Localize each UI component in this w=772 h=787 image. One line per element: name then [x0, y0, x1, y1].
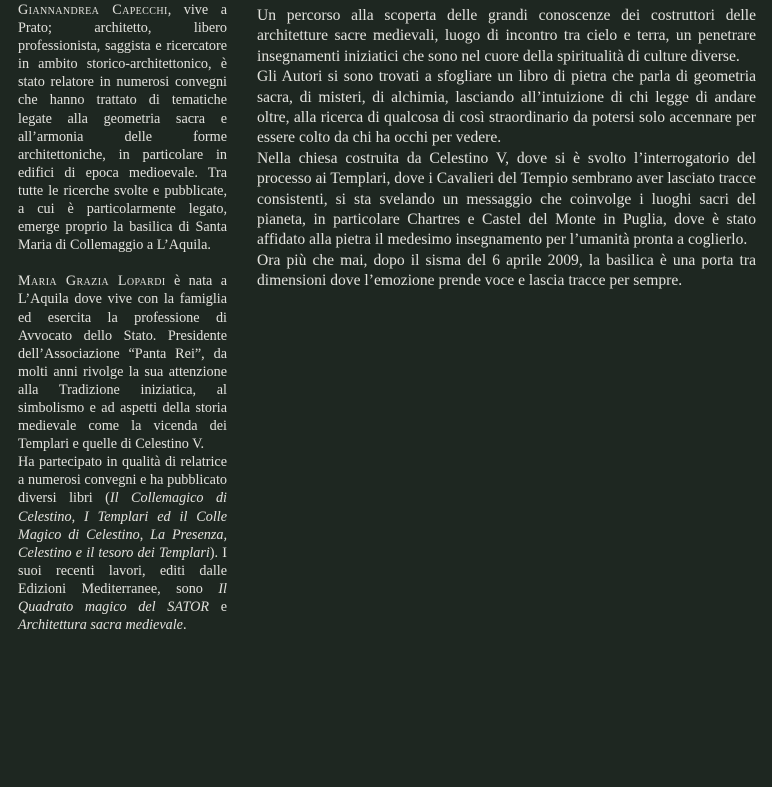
author-bio-lopardi: [18, 272, 227, 453]
works-intro-text: Ha partecipato in qualità di relatrice a numerosi convegni e ha pubblicato diversi libri (: [18, 454, 227, 507]
author-bios-column: [18, 1, 227, 634]
recent-works-text: ). I suoi recenti lavori, editi dalle Edizioni Mediterranee, sono: [18, 544, 227, 597]
author-works: [18, 453, 227, 634]
synopsis-paragraph: Ora più che mai, dopo il sisma del 6 aprile 2009, la basilica è una porta tra dimensioni dove l’emozione prende voce e lascia tracce per sempre.: [257, 251, 756, 290]
period: .: [182, 617, 187, 634]
author-bio-text: è nata a L’Aquila dove vive con la famiglia ed esercita la professione di Avvocato dello Stato. Presidente dell’Associazione “Panta Rei”, da molti anni rivolge la sua attenzione alla Tradizione iniziatica, al simbolismo e ad aspetti della storia medievale come la vicenda dei Templari e quelle di Celestino V.: [18, 273, 227, 453]
synopsis-paragraph: Un percorso alla scoperta delle grandi conoscenze dei costruttori delle architetture sacre medievali, luogo di incontro tra cielo e terra, un penetrare insegnamenti iniziatici che sono nel cuore della spiritualità di culture diverse.: [257, 7, 756, 65]
separator: ,: [71, 508, 85, 525]
author-name: Maria Grazia Lopardi: [18, 273, 166, 290]
book-title: I Templari ed il Colle Magico di Celestino: [18, 508, 228, 543]
author-bio-text: , vive a Prato; architetto, libero professionista, saggista e ricercatore in ambito storico-architettonico, è stato relatore in numerosi convegni che hanno trattato di tematiche legate alla geometria sacra e all’armonia delle forme architettoniche, in particolare in edifici di epoca medioevale. Tra tutte le ricerche svolte e pubblicate, a cui è particolarmente legato, emerge proprio la basilica di Santa Maria di Collemaggio a L’Aquila.: [18, 2, 227, 254]
book-title: La Presenza, Celestino e il tesoro dei Templari: [18, 526, 228, 561]
book-title: Architettura sacra medievale: [18, 617, 183, 634]
synopsis-column: [257, 6, 756, 292]
synopsis-paragraph: Nella chiesa costruita da Celestino V, dove si è svolto l’interrogatorio del processo ai Templari, dove i Cavalieri del Tempio sembrano aver lasciato tracce consistenti, si sta svelando un messaggio che coinvolge i luoghi sacri del pianeta, in particolare Chartres e Castel del Monte in Puglia, dove è stato affidato alla pietra il medesimo insegnamento per l’umanità pronta a coglierlo.: [257, 149, 756, 249]
author-name: Giannandrea Capecchi: [18, 2, 168, 18]
book-title: Il Quadrato magico del SATOR: [18, 580, 227, 615]
book-title: Il Collemagico di Celestino: [18, 490, 227, 525]
synopsis-paragraph: Gli Autori si sono trovati a sfogliare un libro di pietra che parla di geometria sacra, di misteri, di alchimia, lasciando all’intuizione di chi legge di andare oltre, alla ricerca di qualcosa di così straordinario da potersi solo accennare per essere colto da chi ha occhi per vedere.: [257, 68, 756, 147]
separator: ,: [139, 526, 151, 543]
separator: e: [209, 599, 227, 615]
author-bio-capecchi: [18, 1, 227, 254]
